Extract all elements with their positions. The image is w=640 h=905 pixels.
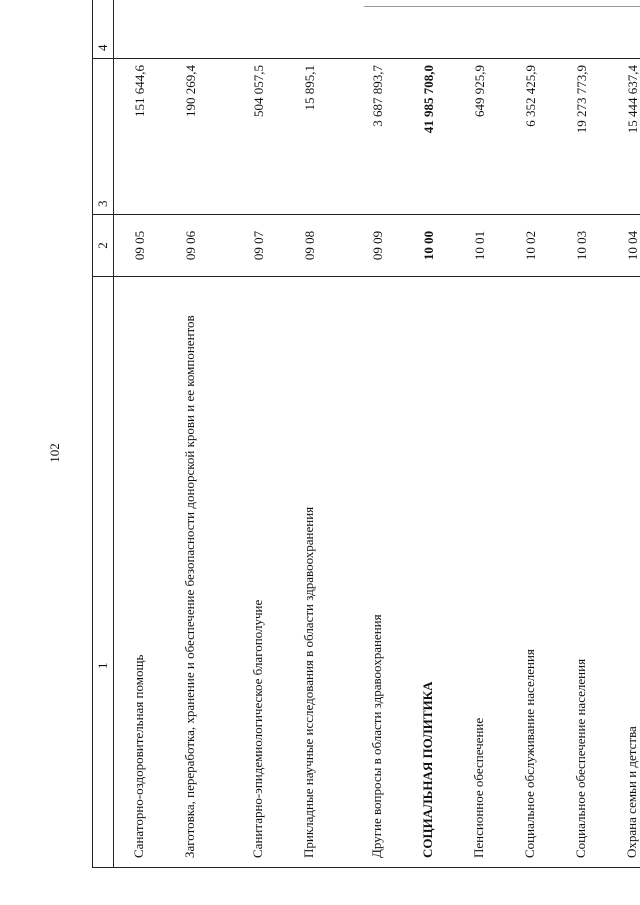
table-row [284,0,352,868]
rotated-page [92,37,640,868]
budget-table [92,0,640,868]
row-value-4 [165,0,233,59]
page-number: 102 [47,443,62,463]
row-value-3: 15 895,1 [284,59,352,215]
row-code: 10 02 [505,215,556,277]
table-row [403,0,454,868]
header-col-2: 2 [93,215,114,277]
table-row [556,0,607,868]
row-name: Социальное обеспечение населения [556,277,607,868]
header-col-4: 4 [93,0,114,59]
row-name: Другие вопросы в области здравоохранения [352,277,403,868]
row-value-4 [233,0,284,59]
row-code: 09 05 [114,215,166,277]
row-value-4 [454,0,505,59]
table-row [607,0,640,868]
row-code: 09 07 [233,215,284,277]
row-code: 10 00 [403,215,454,277]
row-name: СОЦИАЛЬНАЯ ПОЛИТИКА [403,277,454,868]
table-row [114,0,166,868]
header-row [93,0,114,868]
row-value-3: 3 687 893,7 [352,59,403,215]
row-value-4 [114,0,166,59]
row-name: Санаторно-оздоровительная помощь [114,277,166,868]
row-value-3: 41 985 708,0 [403,59,454,215]
table-row [505,0,556,868]
row-value-4 [607,0,640,59]
row-value-4 [352,0,403,59]
row-value-3: 190 269,4 [165,59,233,215]
row-code: 09 06 [165,215,233,277]
row-name: Прикладные научные исследования в области здравоохранения [284,277,352,868]
row-name: Заготовка, переработка, хранение и обеспечение безопасности донорской крови и ее компонентов [165,277,233,868]
row-value-3: 19 273 773,9 [556,59,607,215]
row-value-4 [505,0,556,59]
row-value-3: 151 644,6 [114,59,166,215]
row-value-4 [284,0,352,59]
row-code: 10 03 [556,215,607,277]
table-row [454,0,505,868]
row-name: Охрана семьи и детства [607,277,640,868]
row-name: Пенсионное обеспечение [454,277,505,868]
row-value-4 [403,0,454,59]
row-value-3: 649 925,9 [454,59,505,215]
row-code: 10 01 [454,215,505,277]
table-row [233,0,284,868]
row-value-3: 504 057,5 [233,59,284,215]
row-name: Социальное обслуживание населения [505,277,556,868]
header-col-3: 3 [93,59,114,215]
header-col-1: 1 [93,277,114,868]
row-code: 09 08 [284,215,352,277]
row-value-3: 15 444 637,4 [607,59,640,215]
table-row [352,0,403,868]
row-value-3: 6 352 425,9 [505,59,556,215]
row-code: 09 09 [352,215,403,277]
row-code: 10 04 [607,215,640,277]
table-row [165,0,233,868]
row-value-4 [556,0,607,59]
row-name: Санитарно-эпидемиологическое благополучие [233,277,284,868]
